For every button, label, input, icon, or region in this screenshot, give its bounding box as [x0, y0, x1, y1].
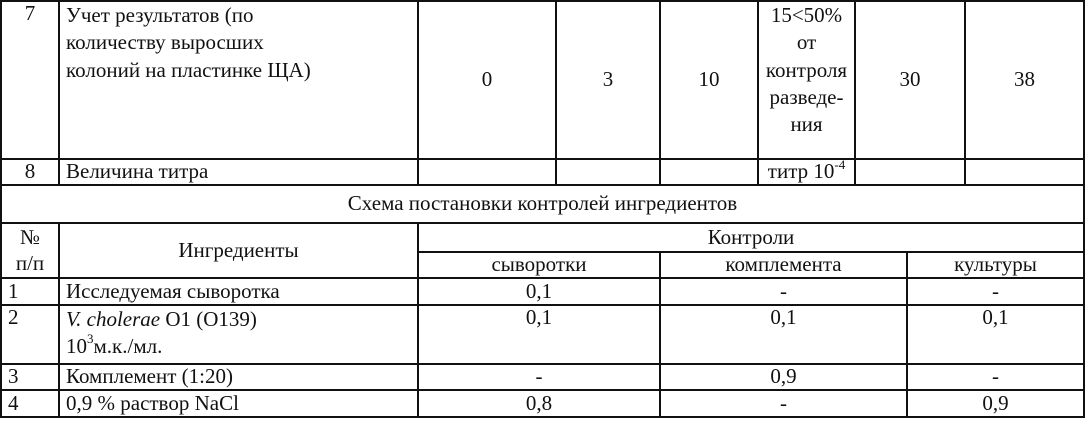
header-ingredients: Ингредиенты [59, 223, 418, 278]
row-7-title-line: колоний на пластинке ЩА) [66, 57, 311, 82]
scheme-row-1 [1, 278, 1084, 305]
row-8-empty-cell [418, 159, 556, 185]
organism-serogroup: O1 (O139) [160, 307, 257, 331]
scheme-row-name [59, 305, 418, 364]
row-8-titer [758, 159, 855, 185]
scheme-row-value: - [660, 390, 907, 417]
scheme-row-name-line [66, 333, 413, 360]
row-7-control-line: 15<50% [770, 3, 843, 27]
scheme-row-value: - [907, 364, 1084, 390]
row-7-value: 38 [965, 1, 1084, 159]
row-8-title: Величина титра [59, 159, 418, 185]
row-7-value: 10 [660, 1, 758, 159]
row-8-empty-cell [660, 159, 758, 185]
scheme-row-number: 2 [1, 305, 59, 364]
row-7 [1, 1, 1084, 159]
row-7-control-line: разведе- [769, 84, 844, 109]
organism-name: V. cholerae [66, 307, 161, 331]
header-controls: Контроли [418, 223, 1084, 252]
row-7-control-note [758, 1, 855, 159]
row-7-value: 3 [556, 1, 660, 159]
row-8-empty-cell [965, 159, 1084, 185]
row-7-control-line: от [796, 30, 817, 55]
row-8-empty-cell [556, 159, 660, 185]
scheme-row-value: - [907, 278, 1084, 305]
row-7-title-line: количеству выросших [66, 30, 264, 55]
scheme-row-value: - [660, 278, 907, 305]
scheme-row-value: 0,1 [907, 305, 1084, 364]
scheme-row-value: 0,1 [418, 305, 660, 364]
scheme-row-2 [1, 305, 1084, 364]
concentration-exponent: 3 [87, 331, 94, 347]
titer-label: титр 10 [767, 159, 835, 184]
scheme-row-value: 0,1 [660, 305, 907, 364]
scheme-row-number: 1 [1, 278, 59, 305]
concentration-unit: м.к./мл. [93, 334, 163, 359]
titer-exponent: -4 [834, 159, 846, 173]
header-serum: сыворотки [418, 252, 660, 278]
scheme-row-name-line [66, 306, 413, 333]
scheme-title: Схема постановки контролей ингредиентов [1, 185, 1084, 223]
scheme-row-value: - [418, 364, 660, 390]
scheme-row-3 [1, 364, 1084, 390]
scheme-row-name: Комплемент (1:20) [59, 364, 418, 390]
header-number-line: № [19, 225, 41, 249]
row-8-empty-cell [855, 159, 965, 185]
scheme-row-name: 0,9 % раствор NaCl [59, 390, 418, 417]
scheme-row-4 [1, 390, 1084, 417]
header-complement: комплемента [660, 252, 907, 278]
row-7-value: 0 [418, 1, 556, 159]
scheme-header-row [1, 223, 1084, 252]
row-7-control-line: контроля [765, 57, 848, 82]
scheme-row-value: 0,9 [660, 364, 907, 390]
scheme-row-value: 0,9 [907, 390, 1084, 417]
row-8-number: 8 [1, 159, 59, 185]
scheme-row-number: 4 [1, 390, 59, 417]
row-7-title-line: Учет результатов (по [66, 3, 254, 27]
header-number [1, 223, 59, 278]
row-7-value: 30 [855, 1, 965, 159]
header-culture: культуры [907, 252, 1084, 278]
header-number-line: п/п [15, 251, 45, 276]
concentration-base: 10 [66, 334, 87, 359]
scheme-title-row [1, 185, 1084, 223]
row-8 [1, 159, 1084, 185]
row-7-number: 7 [1, 1, 59, 159]
scheme-row-value: 0,1 [418, 278, 660, 305]
scheme-row-name: Исследуемая сыворотка [59, 278, 418, 305]
row-7-title [59, 1, 418, 159]
scheme-row-number: 3 [1, 364, 59, 390]
row-7-control-line: ния [790, 112, 823, 137]
scheme-row-value: 0,8 [418, 390, 660, 417]
